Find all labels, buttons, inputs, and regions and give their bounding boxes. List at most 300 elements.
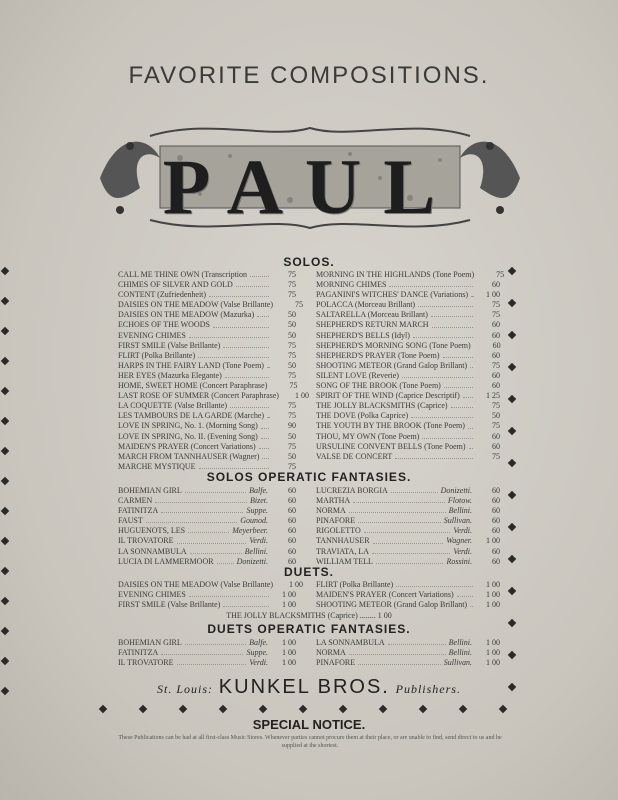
list-item xyxy=(316,638,500,648)
dot-leader xyxy=(257,310,269,317)
dot-leader xyxy=(217,557,234,564)
dot-leader xyxy=(190,547,242,554)
publisher-city: St. Louis: xyxy=(157,682,214,696)
dot-leader xyxy=(395,452,473,459)
operatic-heading: SOLOS OPERATIC FANTASIES. xyxy=(206,470,412,484)
list-item xyxy=(118,411,296,421)
item-price: 60 xyxy=(492,340,501,350)
dot-leader xyxy=(353,496,445,503)
item-price: 75 xyxy=(496,270,505,279)
diamond-icon xyxy=(508,363,516,371)
list-item xyxy=(118,648,296,658)
item-title: FAUST xyxy=(118,516,143,526)
item-title: MAIDEN'S PRAYER (Concert Variations) xyxy=(118,441,256,451)
item-price: 75 xyxy=(492,451,500,461)
item-title: THE JOLLY BLACKSMITHS (Caprice) xyxy=(316,401,448,411)
item-composer: Verdi. xyxy=(453,546,472,556)
item-price: 75 xyxy=(492,310,500,320)
item-composer: Verdi. xyxy=(249,536,268,546)
list-item xyxy=(118,658,296,668)
list-item xyxy=(118,486,296,496)
item-title: SHOOTING METEOR (Grand Galop Brillant) xyxy=(316,600,468,610)
item-price: 60 xyxy=(492,556,500,566)
duets-right-list xyxy=(316,580,500,610)
list-item xyxy=(118,547,296,557)
list-item xyxy=(316,401,500,411)
item-composer: Suppe. xyxy=(246,506,268,516)
diamond-icon xyxy=(508,555,516,563)
duets-operatic-heading: DUETS OPERATIC FANTASIES. xyxy=(207,622,411,636)
dot-leader xyxy=(418,300,473,307)
diamond-icon xyxy=(499,705,507,713)
list-item xyxy=(118,580,304,590)
dot-leader xyxy=(451,401,473,408)
item-title: THE DOVE (Polka Caprice) xyxy=(316,411,409,421)
item-price: 60 xyxy=(288,526,296,536)
item-title: EVENING CHIMES xyxy=(118,330,186,340)
item-composer: Bellini. xyxy=(448,638,472,647)
item-title: SHEPHERD'S BELLS (Idyl) xyxy=(316,330,410,340)
dot-leader xyxy=(389,280,473,287)
item-price: 1 00 xyxy=(282,600,296,610)
list-item xyxy=(118,452,296,462)
list-item xyxy=(316,280,500,290)
item-price: 60 xyxy=(492,486,500,495)
item-price: 50 xyxy=(492,411,500,421)
item-title: FLIRT (Polka Brillante) xyxy=(118,350,196,360)
item-title: WILLIAM TELL xyxy=(316,556,373,566)
diamond-icon xyxy=(99,705,107,713)
dot-leader xyxy=(457,590,473,597)
item-price: 60 xyxy=(288,556,296,566)
special-notice-heading: SPECIAL NOTICE. xyxy=(252,717,366,732)
dot-leader xyxy=(177,658,247,665)
item-price: 60 xyxy=(492,546,500,556)
list-item xyxy=(118,590,296,600)
item-price: 75 xyxy=(288,340,296,350)
dot-leader xyxy=(261,432,269,439)
item-title: NORMA xyxy=(316,648,346,658)
dot-leader xyxy=(372,547,450,554)
item-composer: Verdi. xyxy=(453,526,472,536)
item-price: 75 xyxy=(492,300,500,310)
list-item xyxy=(316,411,500,421)
item-price: 75 xyxy=(288,411,296,421)
diamond-icon xyxy=(1,297,9,305)
dot-leader xyxy=(349,648,446,655)
item-price: 60 xyxy=(492,506,500,516)
item-title: DAISIES ON THE MEADOW (Valse Brillante) xyxy=(118,300,274,310)
diamond-icon xyxy=(508,331,516,339)
diamond-icon xyxy=(379,705,387,713)
diamond-icon xyxy=(339,705,347,713)
dot-leader xyxy=(364,526,451,533)
item-price: 75 xyxy=(288,280,296,290)
dot-leader xyxy=(463,391,473,398)
item-price: 50 xyxy=(288,431,296,441)
dot-leader xyxy=(209,290,269,297)
diamond-icon xyxy=(1,507,9,515)
diamond-icon xyxy=(508,395,516,403)
dot-leader xyxy=(413,331,473,338)
list-item xyxy=(118,401,296,411)
item-title: LAST ROSE OF SUMMER (Concert Paraphrase) xyxy=(118,391,279,401)
dot-leader xyxy=(223,600,269,607)
item-price: 60 xyxy=(288,506,296,516)
item-price: 1 00 xyxy=(282,658,296,668)
item-price: 50 xyxy=(288,310,296,320)
item-title: DAISIES ON THE MEADOW (Mazurka) xyxy=(118,310,255,320)
item-composer: Wagner. xyxy=(446,536,472,546)
diamond-icon xyxy=(1,327,9,335)
item-title: SONG OF THE BROOK (Tone Poem) xyxy=(316,381,441,391)
item-price: 75 xyxy=(289,381,298,391)
item-title: MAIDEN'S PRAYER (Concert Variations) xyxy=(316,590,454,600)
item-title: LA SONNAMBULA xyxy=(316,638,385,647)
item-price: 1 00 xyxy=(486,290,500,300)
dot-leader xyxy=(199,462,269,469)
list-item xyxy=(316,421,500,431)
item-title: FATINITZA xyxy=(118,506,159,516)
dot-leader xyxy=(443,351,474,358)
composer-name: PAUL xyxy=(162,143,458,230)
dot-leader xyxy=(470,361,473,368)
item-title: CONTENT (Zufriedenheit) xyxy=(118,290,207,300)
item-title: RIGOLETTO xyxy=(316,526,361,536)
list-item xyxy=(316,341,500,351)
item-title: PINAFORE xyxy=(316,658,356,668)
page-title: FAVORITE COMPOSITIONS. xyxy=(128,62,490,89)
item-price: 75 xyxy=(492,360,500,370)
list-item xyxy=(118,516,296,526)
item-price: 1 00 xyxy=(486,648,500,658)
item-title: SALTARELLA (Morceau Brillant) xyxy=(316,310,428,320)
item-title: SHEPHERD'S PRAYER (Tone Poem) xyxy=(316,350,440,360)
item-price: 60 xyxy=(288,496,296,506)
item-price: 1 25 xyxy=(486,391,500,401)
list-item xyxy=(316,320,500,330)
item-composer: Bellini. xyxy=(448,648,472,658)
duets-operatic-left-list xyxy=(118,638,296,668)
dot-leader xyxy=(161,506,243,513)
list-item xyxy=(118,320,296,330)
list-item xyxy=(118,600,296,610)
list-item xyxy=(316,658,500,668)
item-title: THOU, MY OWN (Tone Poem) xyxy=(316,431,420,441)
item-price: 1 00 xyxy=(282,648,296,658)
dot-leader xyxy=(411,411,473,418)
dot-leader xyxy=(198,351,269,358)
dot-leader xyxy=(469,442,473,449)
list-item xyxy=(316,361,500,371)
item-title: FIRST SMILE (Valse Brillante) xyxy=(118,340,221,350)
dot-leader xyxy=(267,361,269,368)
item-title: VALSE DE CONCERT xyxy=(316,451,393,461)
dot-leader xyxy=(213,320,269,327)
diamond-icon xyxy=(1,387,9,395)
item-composer: Donizetti. xyxy=(236,556,268,566)
dot-leader xyxy=(470,600,473,607)
list-item xyxy=(316,391,500,401)
duets-heading: DUETS. xyxy=(283,565,334,579)
dot-leader xyxy=(358,516,441,523)
list-item xyxy=(316,300,500,310)
operatic-left-list xyxy=(118,486,296,567)
item-price: 60 xyxy=(288,546,296,556)
list-item xyxy=(316,381,500,391)
dot-leader xyxy=(259,442,269,449)
duets-left-list xyxy=(118,580,304,610)
diamond-icon xyxy=(1,447,9,455)
dot-leader xyxy=(230,401,269,408)
diamond-icon xyxy=(1,357,9,365)
diamond-icon xyxy=(1,537,9,545)
list-item xyxy=(316,506,500,516)
item-title: CHIMES OF SILVER AND GOLD xyxy=(118,280,233,290)
item-price: 75 xyxy=(288,461,296,471)
item-price: 60 xyxy=(492,516,500,526)
item-title: LES TAMBOURS DE LA GARDE (Marche) xyxy=(118,411,265,421)
item-title: BOHEMIAN GIRL xyxy=(118,638,182,647)
list-item xyxy=(118,638,296,648)
dot-leader xyxy=(396,580,473,587)
item-price: 60 xyxy=(288,536,296,546)
list-item xyxy=(316,486,500,496)
list-item xyxy=(118,270,296,280)
dot-leader xyxy=(471,290,473,297)
item-title: ECHOES OF THE WOODS xyxy=(118,320,210,330)
item-title: HER EYES (Mazurka Elegante) xyxy=(118,370,222,380)
list-item xyxy=(118,310,296,320)
item-composer: Suppe. xyxy=(246,648,268,658)
list-item xyxy=(118,432,296,442)
diamond-icon xyxy=(508,427,516,435)
duets-center-item: THE JOLLY BLACKSMITHS (Caprice) ........ 1 00 xyxy=(226,611,392,620)
dot-leader xyxy=(388,638,446,645)
item-composer: Bellini. xyxy=(244,546,268,556)
item-title: TANNHAUSER xyxy=(316,536,370,546)
item-title: SILENT LOVE (Reverie) xyxy=(316,370,399,380)
dot-leader xyxy=(262,452,269,459)
item-composer: Balfe. xyxy=(249,486,268,495)
item-price: 75 xyxy=(288,270,296,279)
item-price: 60 xyxy=(288,486,296,495)
publisher-role: Publishers. xyxy=(395,682,461,696)
solos-left-list xyxy=(118,270,309,472)
item-price: 75 xyxy=(492,401,500,411)
dot-leader xyxy=(155,496,247,503)
dot-leader xyxy=(161,648,243,655)
item-composer: Meyerbeer. xyxy=(232,526,268,536)
item-price: 1 00 xyxy=(486,600,500,610)
diamond-icon xyxy=(1,657,9,665)
item-price: 60 xyxy=(492,496,500,506)
list-item xyxy=(316,516,500,526)
item-title: THE YOUTH BY THE BROOK (Tone Poem) xyxy=(316,421,465,431)
dot-leader xyxy=(422,432,473,439)
item-title: MARCHE MYSTIQUE xyxy=(118,461,196,471)
item-price: 60 xyxy=(492,350,500,360)
publisher-line xyxy=(0,676,618,699)
dot-leader xyxy=(225,371,269,378)
composer-banner xyxy=(90,118,530,238)
item-price: 60 xyxy=(492,441,500,451)
list-item xyxy=(118,300,304,310)
solos-heading: SOLOS. xyxy=(283,255,335,269)
dot-leader xyxy=(391,486,438,493)
item-price: 75 xyxy=(288,441,296,451)
item-title: BOHEMIAN GIRL xyxy=(118,486,182,495)
item-composer: Balfe. xyxy=(249,638,268,647)
item-composer: Donizetti. xyxy=(440,486,472,495)
dot-leader xyxy=(146,516,237,523)
diamond-icon xyxy=(508,459,516,467)
diamond-icon xyxy=(259,705,267,713)
list-item xyxy=(316,371,500,381)
item-price: 75 xyxy=(288,350,296,360)
list-item xyxy=(316,331,500,341)
list-item xyxy=(316,590,500,600)
list-item xyxy=(316,351,500,361)
item-composer: Sullivan. xyxy=(443,658,472,668)
diamond-icon xyxy=(508,491,516,499)
diamond-icon xyxy=(299,705,307,713)
list-item xyxy=(118,442,296,452)
dot-leader xyxy=(189,331,269,338)
list-item xyxy=(316,600,500,610)
item-price: 1 00 xyxy=(282,638,296,647)
list-item xyxy=(118,331,296,341)
diamond-icon xyxy=(508,523,516,531)
diamond-icon xyxy=(179,705,187,713)
item-price: 75 xyxy=(288,370,296,380)
item-price: 50 xyxy=(288,330,296,340)
item-price: 60 xyxy=(492,330,500,340)
item-price: 75 xyxy=(288,401,296,411)
item-title: SPIRIT OF THE WIND (Caprice Descriptif) xyxy=(316,391,460,401)
item-title: LUCREZIA BORGIA xyxy=(316,486,388,495)
dot-leader xyxy=(236,280,269,287)
list-item xyxy=(118,381,296,391)
list-item xyxy=(118,536,296,546)
item-title: LOVE IN SPRING, No. 1. (Morning Song) xyxy=(118,421,258,431)
item-title: LUCIA DI LAMMERMOOR xyxy=(118,556,214,566)
item-composer: Flotow. xyxy=(447,496,472,506)
dot-leader xyxy=(468,421,473,428)
dot-leader xyxy=(261,421,269,428)
dot-leader xyxy=(185,486,246,493)
item-composer: Bizet. xyxy=(250,496,268,506)
item-title: MARCH FROM TANNHAUSER (Wagner) xyxy=(118,451,260,461)
item-title: POLACCA (Morceau Brillant) xyxy=(316,300,416,310)
diamond-icon xyxy=(219,705,227,713)
item-price: 1 00 xyxy=(486,536,500,546)
list-item xyxy=(118,341,296,351)
dot-leader xyxy=(188,526,229,533)
publisher-firm: KUNKEL BROS. xyxy=(218,676,390,698)
list-item xyxy=(118,351,296,361)
item-price: 75 xyxy=(492,421,500,431)
list-item xyxy=(316,290,500,300)
diamond-icon xyxy=(139,705,147,713)
dot-leader xyxy=(376,557,443,564)
list-item xyxy=(316,452,500,462)
list-item xyxy=(316,648,500,658)
item-price: 60 xyxy=(492,370,500,380)
list-item xyxy=(316,580,500,590)
diamond-icon xyxy=(459,705,467,713)
diamond-icon xyxy=(508,587,516,595)
item-title: SHEPHERD'S RETURN MARCH xyxy=(316,320,429,330)
item-title: MORNING IN THE HIGHLANDS (Tone Poem) xyxy=(316,270,475,279)
list-item xyxy=(118,280,296,290)
item-composer: Sullivan. xyxy=(443,516,472,526)
dot-leader xyxy=(432,320,473,327)
item-title: TRAVIATA, LA xyxy=(316,546,369,556)
item-price: 60 xyxy=(492,431,500,441)
item-title: IL TROVATORE xyxy=(118,536,174,546)
dot-leader xyxy=(349,506,446,513)
item-title: HOME, SWEET HOME (Concert Paraphrase) xyxy=(118,381,268,391)
item-title: MORNING CHIMES xyxy=(316,280,387,290)
item-price: 60 xyxy=(288,516,296,526)
list-item xyxy=(316,310,500,320)
list-item xyxy=(316,270,505,280)
dot-leader xyxy=(373,536,444,543)
item-title: DAISIES ON THE MEADOW (Valse Brillante) xyxy=(118,580,274,589)
dot-leader xyxy=(223,341,269,348)
list-item xyxy=(118,290,296,300)
dot-leader xyxy=(358,658,441,665)
item-title: SHEPHERD'S MORNING SONG (Tone Poem) xyxy=(316,340,471,350)
dot-leader xyxy=(444,381,473,388)
list-item xyxy=(118,506,296,516)
list-item xyxy=(316,442,500,452)
item-composer: Rossini. xyxy=(446,556,472,566)
item-title: EVENING CHIMES xyxy=(118,590,186,600)
item-composer: Verdi. xyxy=(249,658,268,668)
list-item xyxy=(316,496,500,506)
item-title: LOVE IN SPRING, No. II. (Evening Song) xyxy=(118,431,258,441)
item-composer: Bellini. xyxy=(448,506,472,516)
item-title: SHOOTING METEOR (Grand Galop Brillant) xyxy=(316,360,468,370)
solos-right-list xyxy=(316,270,505,462)
item-price: 60 xyxy=(492,320,500,330)
item-title: PAGANINI'S WITCHES' DANCE (Variations) xyxy=(316,290,468,300)
item-title: HUGUENOTS, LES xyxy=(118,526,186,536)
item-title: HARPS IN THE FAIRY LAND (Tone Poem) xyxy=(118,360,264,370)
dot-leader xyxy=(185,638,246,645)
item-price: 75 xyxy=(295,300,304,310)
item-title: CALL ME THINE OWN (Transcription xyxy=(118,270,248,279)
item-title: IL TROVATORE xyxy=(118,658,174,668)
item-price: 1 00 xyxy=(486,638,500,647)
item-title: FATINITZA xyxy=(118,648,159,658)
dot-leader xyxy=(250,270,269,277)
diamond-icon xyxy=(508,299,516,307)
item-title: LA COQUETTE (Valse Brillante) xyxy=(118,401,228,411)
item-title: FIRST SMILE (Valse Brillante) xyxy=(118,600,221,610)
list-item xyxy=(316,526,500,536)
item-title: PINAFORE xyxy=(316,516,356,526)
list-item xyxy=(118,371,296,381)
item-title: CARMEN xyxy=(118,496,153,506)
item-price: 1 00 xyxy=(486,580,500,589)
item-price: 1 00 xyxy=(282,590,296,600)
item-price: 50 xyxy=(288,320,296,330)
item-composer: Gounod. xyxy=(240,516,268,526)
dot-leader xyxy=(431,310,473,317)
